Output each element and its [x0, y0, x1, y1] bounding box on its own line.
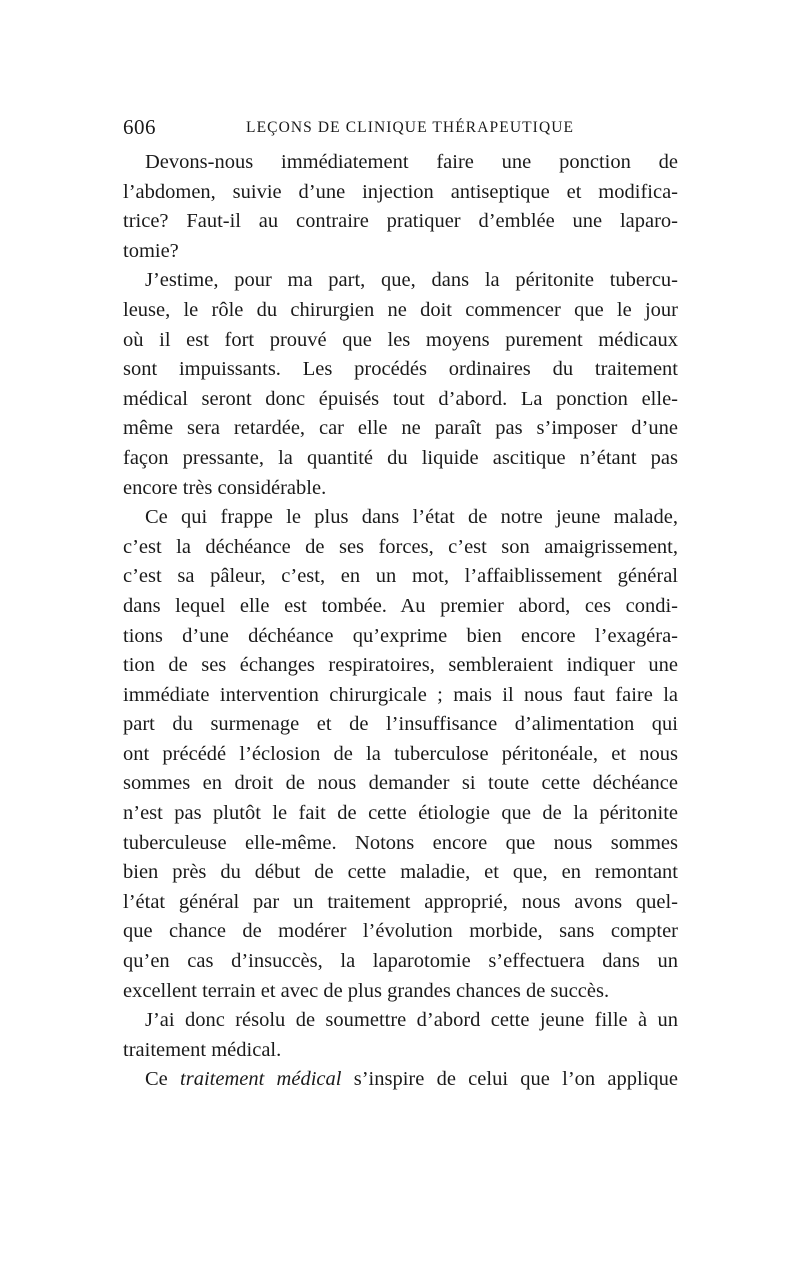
- text-line: bien près du début de cette maladie, et que, en remontant: [123, 861, 678, 884]
- italic-run: traitement médical: [180, 1068, 342, 1091]
- text-line: tion de ses échanges respiratoires, sembleraient indiquer une: [123, 654, 678, 677]
- page-number: 606: [123, 115, 156, 139]
- text-line: encore très considérable.: [123, 476, 327, 499]
- text-line: que chance de modérer l’évolution morbide, sans compter: [123, 920, 678, 943]
- text-line: J’estime, pour ma part, que, dans la péritonite tubercu-: [145, 269, 678, 292]
- text-line: sont impuissants. Les procédés ordinaires du traitement: [123, 358, 678, 381]
- text-line: J’ai donc résolu de soumettre d’abord cette jeune fille à un: [145, 1009, 678, 1032]
- text-line: tuberculeuse elle-même. Notons encore que nous sommes: [123, 831, 678, 854]
- text-line: façon pressante, la quantité du liquide ascitique n’étant pas: [123, 446, 678, 469]
- text-line: médical seront donc épuisés tout d’abord. La ponction elle-: [123, 387, 678, 410]
- text-run: Ce: [145, 1068, 181, 1091]
- paragraph: [123, 503, 678, 1006]
- text-line: qu’en cas d’insuccès, la laparotomie s’effectuera dans un: [123, 950, 678, 973]
- running-title: LEÇONS DE CLINIQUE THÉRAPEUTIQUE: [246, 119, 575, 136]
- text-line: l’état général par un traitement approprié, nous avons quel-: [123, 890, 678, 913]
- text-run: s’inspire de celui que l’on applique: [341, 1068, 678, 1091]
- paragraph: [123, 1065, 678, 1095]
- text-line: tions d’une déchéance qu’exprime bien encore l’exagéra-: [123, 624, 678, 647]
- text-line: Devons-nous immédiatement faire une ponction de: [145, 151, 678, 173]
- paragraph: [123, 1006, 678, 1065]
- text-line: c’est sa pâleur, c’est, en un mot, l’affaiblissement général: [123, 565, 678, 588]
- text-line: traitement médical.: [123, 1038, 282, 1061]
- running-head: [123, 114, 678, 140]
- text-line: ont précédé l’éclosion de la tuberculose péritonéale, et nous: [123, 742, 678, 765]
- text-line: tomie?: [123, 239, 179, 262]
- text-line: [123, 1065, 678, 1095]
- text-line: leuse, le rôle du chirurgien ne doit commencer que le jour: [123, 298, 678, 321]
- text-line: n’est pas plutôt le fait de cette étiologie que de la péritonite: [123, 802, 678, 825]
- text-line: c’est la déchéance de ses forces, c’est son amaigrissement,: [123, 535, 678, 558]
- text-line: où il est fort prouvé que les moyens purement médicaux: [123, 328, 678, 351]
- text-line: sommes en droit de nous demander si toute cette déchéance: [123, 772, 678, 795]
- text-line: immédiate intervention chirurgicale ; mais il nous faut faire la: [123, 683, 678, 706]
- paragraph: [123, 148, 678, 266]
- text-line: même sera retardée, car elle ne paraît pas s’imposer d’une: [123, 417, 678, 440]
- text-line: part du surmenage et de l’insuffisance d’alimentation qui: [123, 713, 678, 736]
- text-line: dans lequel elle est tombée. Au premier abord, ces condi-: [123, 594, 678, 617]
- text-line: l’abdomen, suivie d’une injection antiseptique et modifica-: [123, 180, 678, 203]
- text-line: trice? Faut-il au contraire pratiquer d’emblée une laparo-: [123, 210, 678, 233]
- text-line: excellent terrain et avec de plus grandes chances de succès.: [123, 979, 610, 1002]
- text-line: Ce qui frappe le plus dans l’état de notre jeune malade,: [145, 506, 678, 529]
- body-text: [123, 148, 678, 1095]
- paragraph: [123, 266, 678, 503]
